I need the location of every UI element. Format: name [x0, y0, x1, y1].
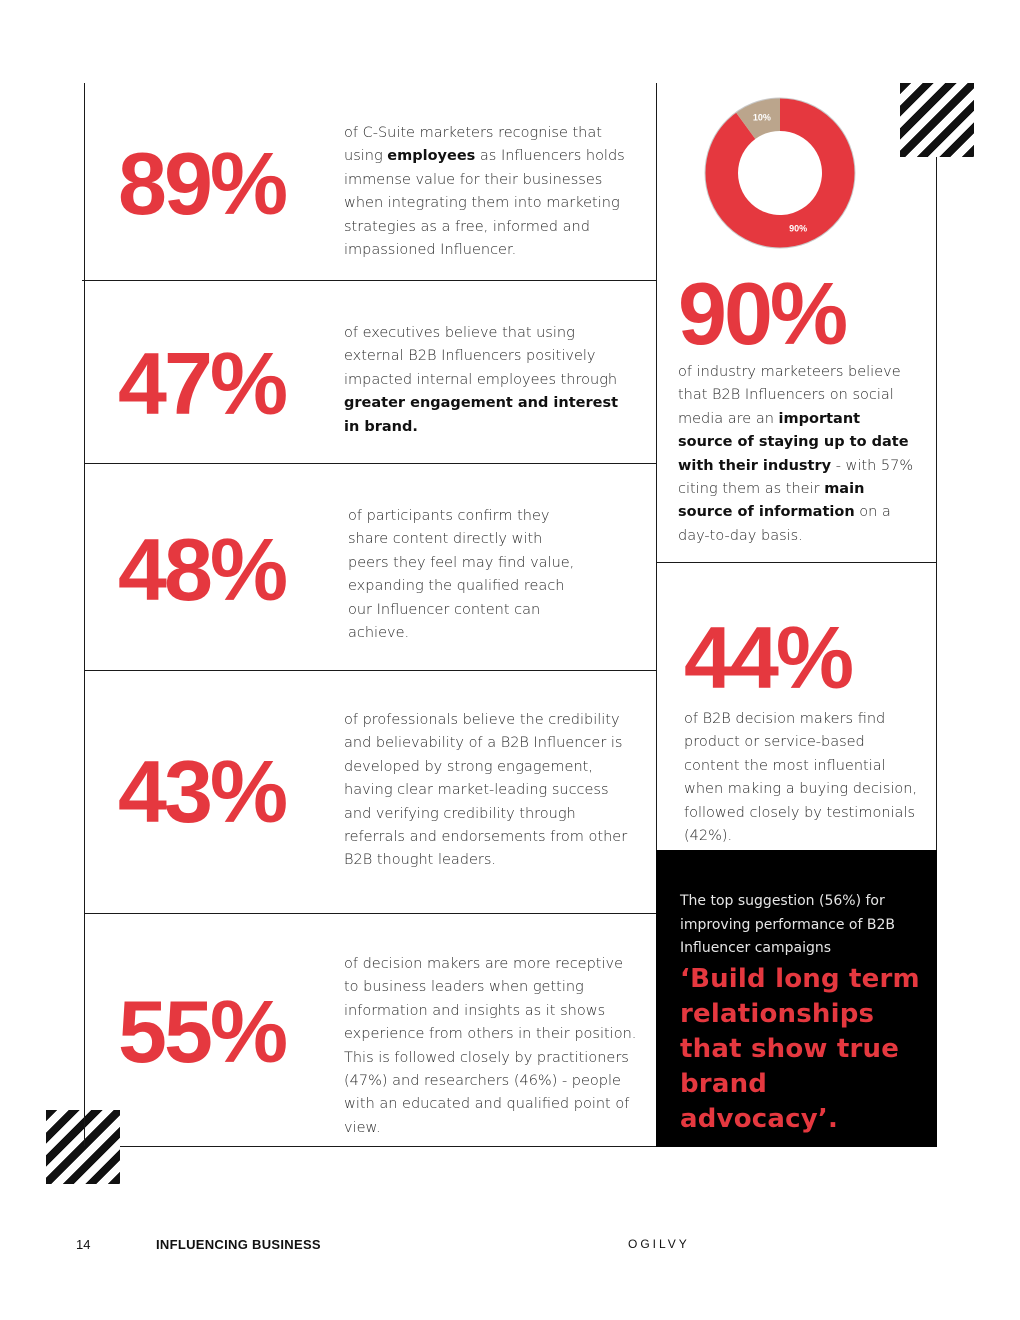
- donut-chart: [700, 95, 860, 251]
- right-row-divider: [656, 562, 936, 563]
- row-divider-4: [84, 913, 656, 914]
- stat-value: 48%: [118, 520, 286, 619]
- stat-description: of industry marketeers believe that B2B Influencers on social media are an important source of staying up to date with their industry - with 57% citing them as their main source of information on a day-to-day basis.: [678, 364, 914, 544]
- callout-intro: The top suggestion (56%) for improving performance of B2B Influencer campaigns: [680, 893, 895, 956]
- donut-label: 10%: [752, 112, 771, 123]
- stat-value: 90%: [678, 264, 846, 363]
- stat-description: of B2B decision makers find product or service-based content the most influential when making a buying decision, followed closely by testimonials (42%).: [684, 711, 918, 845]
- stat-description: of professionals believe the credibility and believability of a B2B Influencer is developed by strong engagement, having clear market-leading success and verifying credibility through referrals and endorsements from other B2B thought leaders.: [344, 712, 628, 869]
- stripe-pattern-bottom-left: [46, 1110, 120, 1184]
- stat-value: 55%: [118, 982, 286, 1081]
- stat-value: 47%: [118, 334, 286, 433]
- left-border: [84, 83, 85, 1146]
- row-divider-1: [82, 280, 656, 281]
- stat-description: of C-Suite marketers recognise that using employees as Influencers holds immense value for their businesses when integrating them into marketing strategies as a free, informed and impassioned Influencer.: [344, 125, 625, 259]
- stat-value: 44%: [684, 608, 852, 707]
- row-divider-2: [84, 463, 656, 464]
- callout-quote: ‘Build long term relationships that show true brand advocacy’.: [680, 964, 920, 1134]
- stat-description: of participants confirm they share content directly with peers they feel may find value, expanding the qualified reach our Influencer content can achieve.: [348, 508, 575, 642]
- stat-description: of decision makers are more receptive to business leaders when getting information and insights as it shows experience from others in their position. This is followed closely by practitioners (47%) and researchers (46%) - people with an educated and qualified point of view.: [344, 956, 637, 1136]
- stat-value: 89%: [118, 134, 286, 233]
- stripe-pattern-top-right: [900, 83, 974, 157]
- donut-label: 90%: [789, 223, 808, 234]
- footer-title: INFLUENCING BUSINESS: [156, 1237, 321, 1252]
- stat-value: 43%: [118, 742, 286, 841]
- callout-box: [656, 850, 937, 1147]
- row-divider-3: [84, 670, 656, 671]
- stat-description: of executives believe that using external B2B Influencers positively impacted internal employees through greater engagement and interest in brand.: [344, 325, 619, 435]
- right-border: [936, 157, 937, 850]
- page-number: 14: [76, 1237, 91, 1252]
- brand-name: OGILVY: [628, 1237, 690, 1251]
